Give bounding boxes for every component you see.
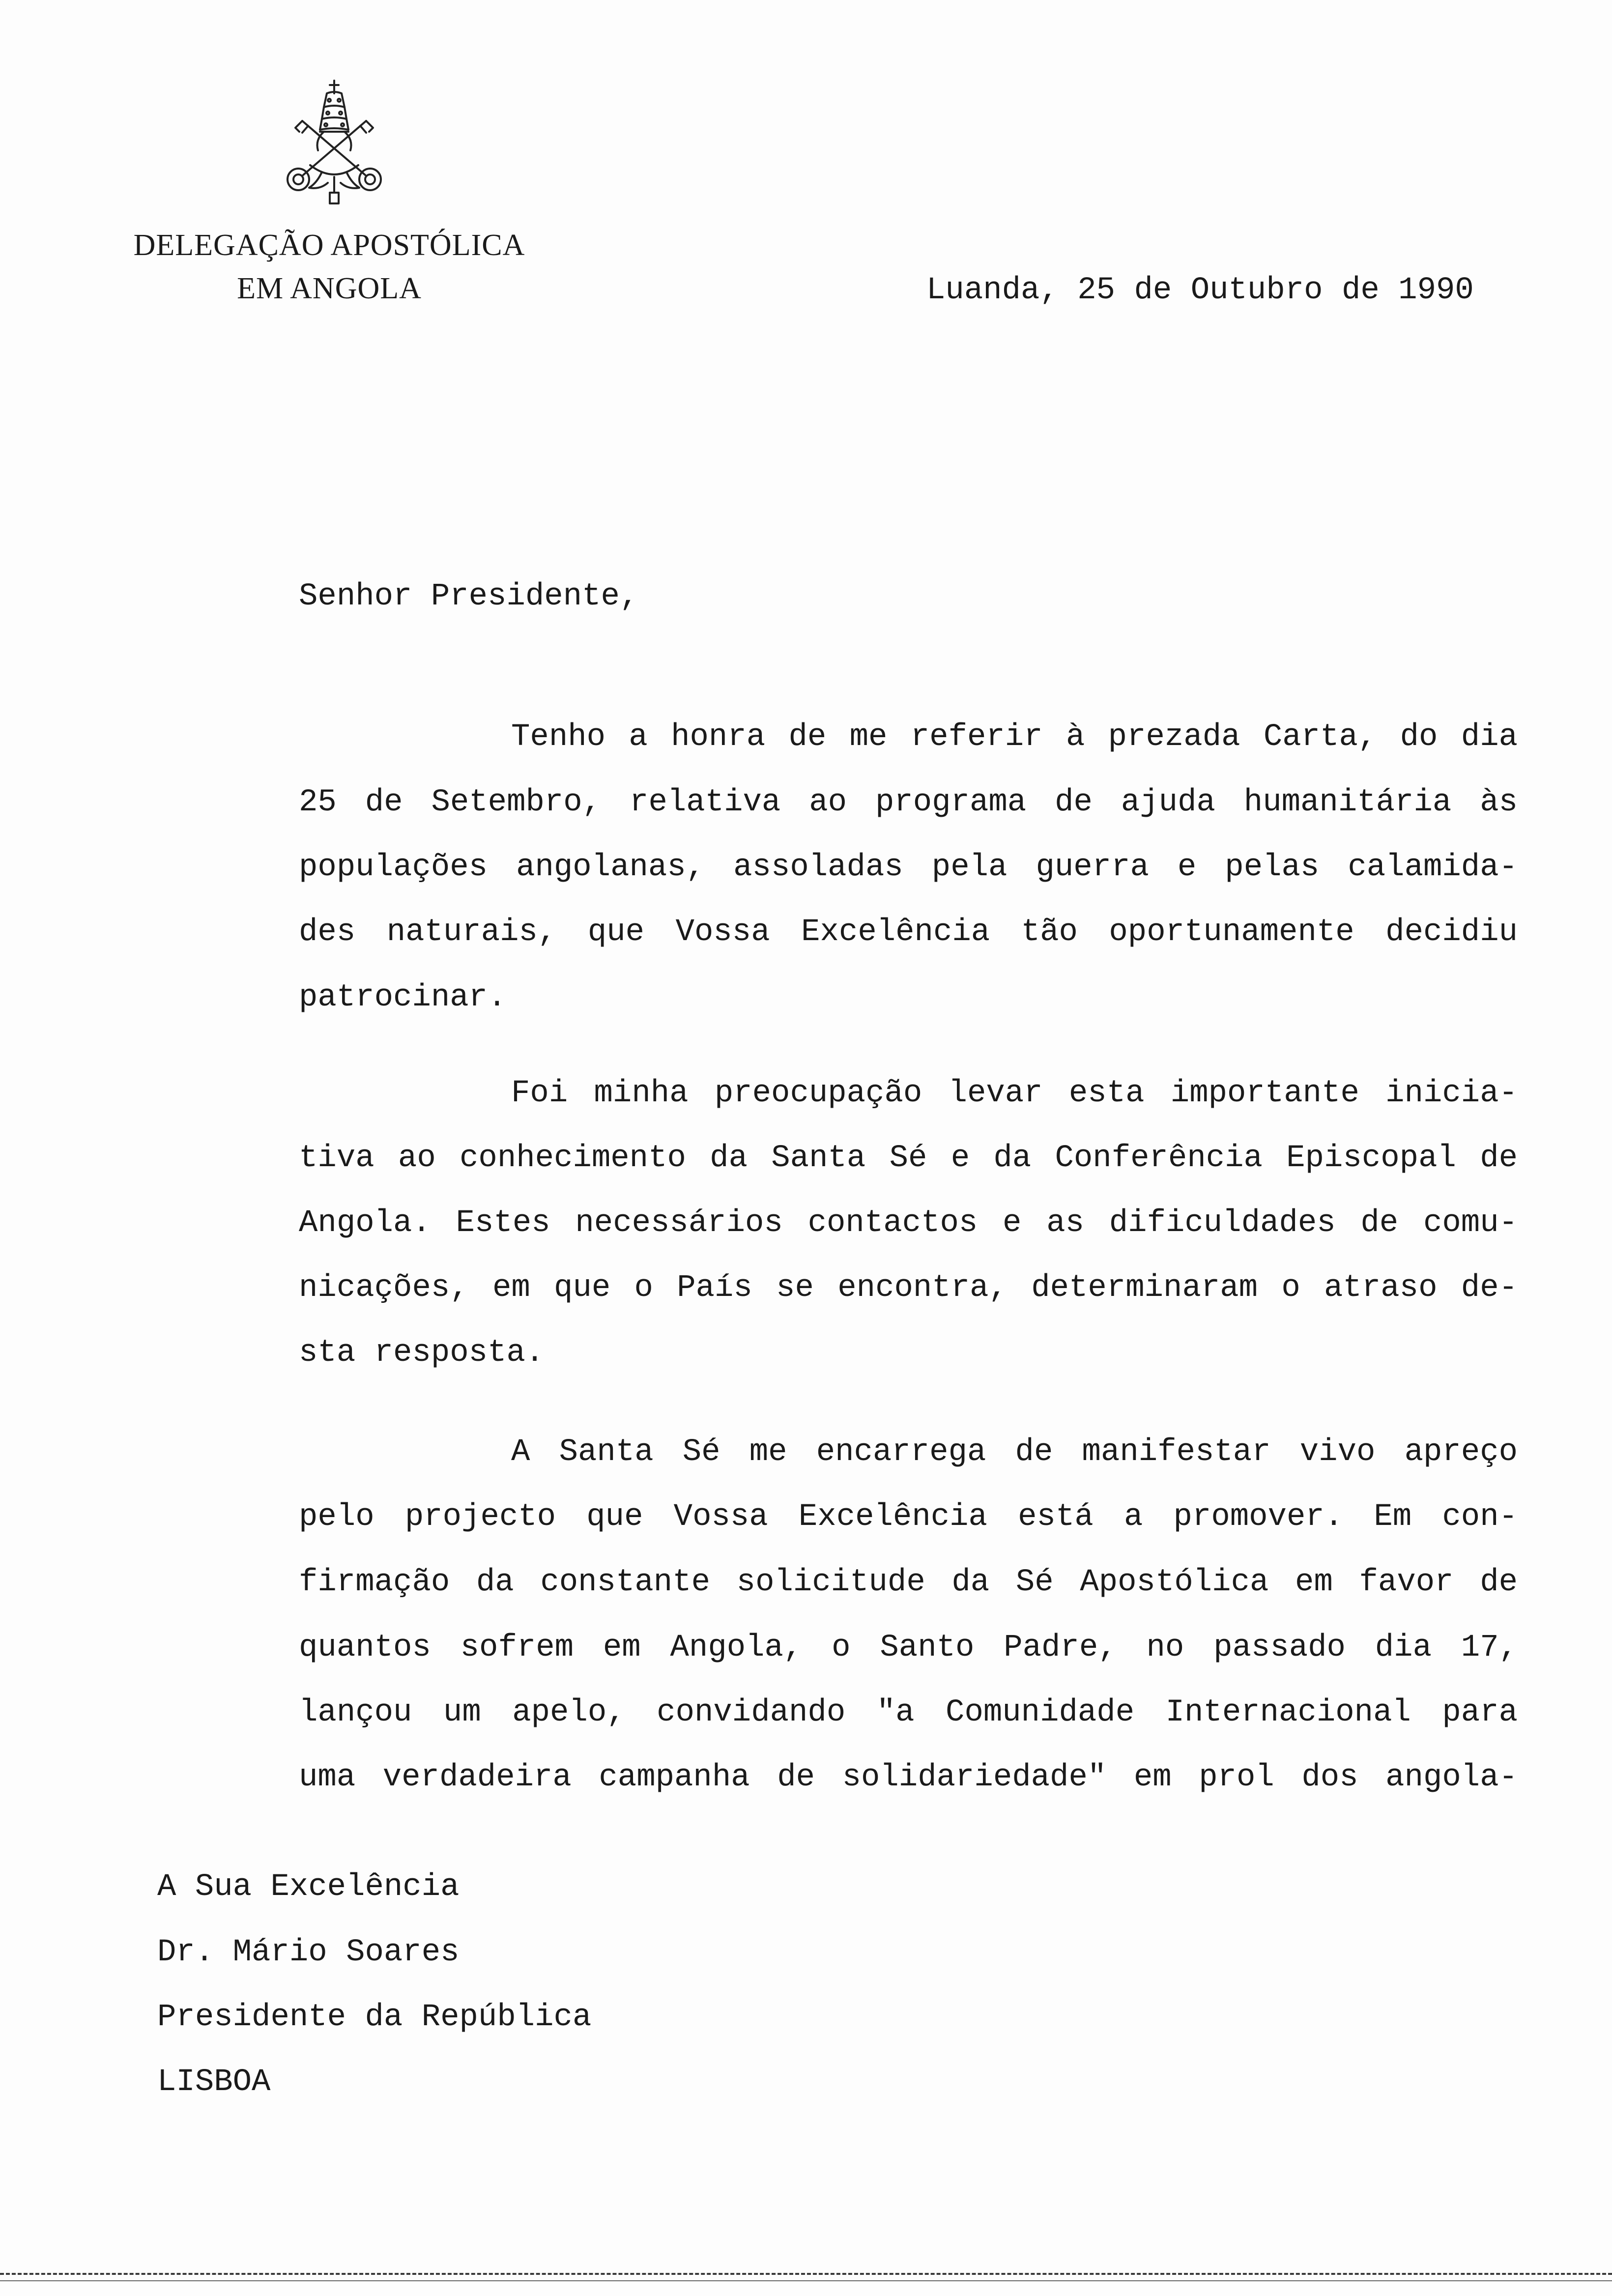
- paragraph-3-line-6: uma verdadeira campanha de solidariedade" em prol dos angola-: [299, 1760, 1518, 1795]
- page-bottom-edge: [0, 2273, 1612, 2275]
- paragraph-1-line-2: 25 de Setembro, relativa ao programa de ajuda humanitária às: [299, 785, 1518, 820]
- paragraph-3-line-2: pelo projecto que Vossa Excelência está a promover. Em con-: [299, 1499, 1518, 1535]
- paragraph-3-line-1: A Santa Sé me encarrega de manifestar vivo apreço: [511, 1435, 1518, 1470]
- paragraph-1-line-4: des naturais, que Vossa Excelência tão oportunamente decidiu: [299, 915, 1518, 950]
- paragraph-3-line-4: quantos sofrem em Angola, o Santo Padre, no passado dia 17,: [299, 1630, 1518, 1665]
- paragraph-2-line-1: Foi minha preocupação levar esta importante inicia-: [511, 1076, 1518, 1111]
- paragraph-3-line-3: firmação da constante solicitude da Sé Apostólica em favor de: [299, 1565, 1518, 1600]
- paragraph-1-line-1: Tenho a honra de me referir à prezada Carta, do dia: [511, 719, 1518, 755]
- papal-keys-icon: [273, 79, 396, 206]
- paragraph-2-line-2: tiva ao conhecimento da Santa Sé e da Conferência Episcopal de: [299, 1141, 1518, 1176]
- org-line-1: DELEGAÇÃO APOSTÓLICA: [133, 229, 525, 262]
- date-line: Luanda, 25 de Outubro de 1990: [926, 273, 1474, 308]
- paragraph-2-line-4: nicações, em que o País se encontra, determinaram o atraso de-: [299, 1270, 1518, 1306]
- paragraph-2-line-3: Angola. Estes necessários contactos e as dificuldades de comu-: [299, 1205, 1518, 1241]
- recipient-line-4: LISBOA: [157, 2065, 271, 2100]
- paragraph-1-line-5: patrocinar.: [299, 980, 507, 1015]
- paragraph-3-line-5: lançou um apelo, convidando "a Comunidade Internacional para: [299, 1695, 1518, 1730]
- letterhead-org: [128, 224, 531, 310]
- paragraph-1-line-3: populações angolanas, assoladas pela guerra e pelas calamida-: [299, 850, 1518, 885]
- page-bottom-edge-line: [0, 2280, 1612, 2281]
- org-line-2: EM ANGOLA: [237, 272, 422, 305]
- recipient-line-1: A Sua Excelência: [157, 1869, 460, 1905]
- paragraph-2-line-5: sta resposta.: [299, 1335, 545, 1371]
- recipient-line-2: Dr. Mário Soares: [157, 1935, 460, 1970]
- salutation: Senhor Presidente,: [299, 579, 639, 614]
- recipient-line-3: Presidente da República: [157, 2000, 592, 2035]
